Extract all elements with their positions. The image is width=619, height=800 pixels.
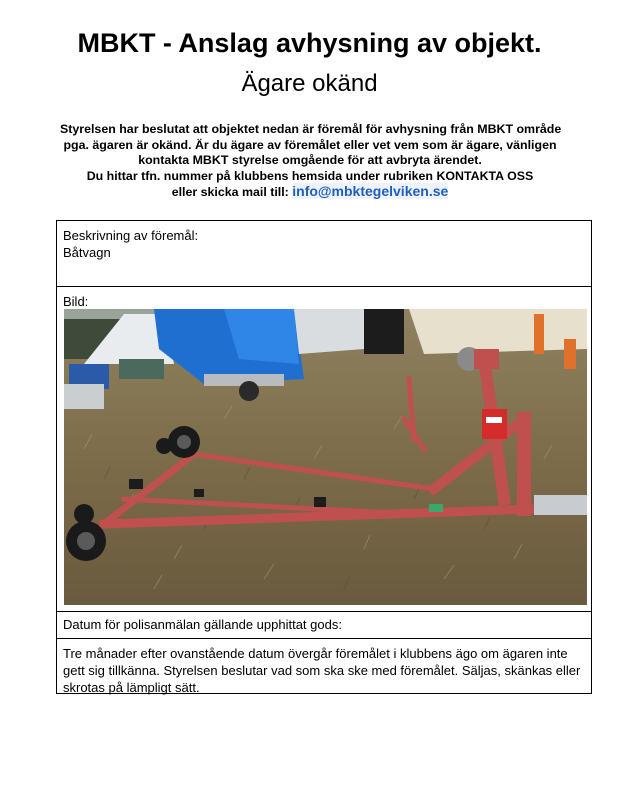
- date-label: Datum för polisanmälan gällande upphittat gods:: [63, 617, 342, 632]
- photo-illustration: [64, 309, 587, 605]
- email-prefix: eller skicka mail till:: [171, 185, 289, 199]
- page-title: MBKT - Anslag avhysning av objekt.: [77, 28, 542, 58]
- footer-text: Tre månader efter ovanstående datum övergår föremålet i klubbens ägo om ägaren inte gett sig tillkänna. Styrelsen beslutar vad som ska ske med föremålet. Säljas, skänkas eller skrotas på lämpligt sätt.: [63, 646, 581, 695]
- description-label: Beskrivning av föremål:: [63, 228, 199, 243]
- boat-trailer-photo: [64, 309, 587, 605]
- notice-line: kontakta MBKT styrelse omgående för att avbryta ärendet.: [138, 153, 482, 167]
- notice-text: [60, 122, 560, 201]
- image-label: Bild:: [63, 294, 89, 309]
- notice-line-email: [60, 184, 560, 201]
- page-subtitle: Ägare okänd: [241, 70, 378, 97]
- notice-line: Du hittar tfn. nummer på klubbens hemsida under rubriken KONTAKTA OSS: [86, 168, 534, 183]
- object-form: [56, 220, 592, 694]
- notice-line: pga. ägaren är okänd. Är du ägare av föremålet eller vet vem som är ägare, vänligen: [63, 137, 557, 152]
- date-row: [57, 612, 591, 639]
- description-row: [57, 221, 591, 287]
- footer-row: [57, 639, 591, 694]
- description-value: Båtvagn: [63, 245, 111, 260]
- notice-line: Styrelsen har beslutat att objektet nedan är föremål för avhysning från MBKT område: [60, 122, 562, 136]
- email-link[interactable]: info@mbktegelviken.se: [292, 183, 449, 199]
